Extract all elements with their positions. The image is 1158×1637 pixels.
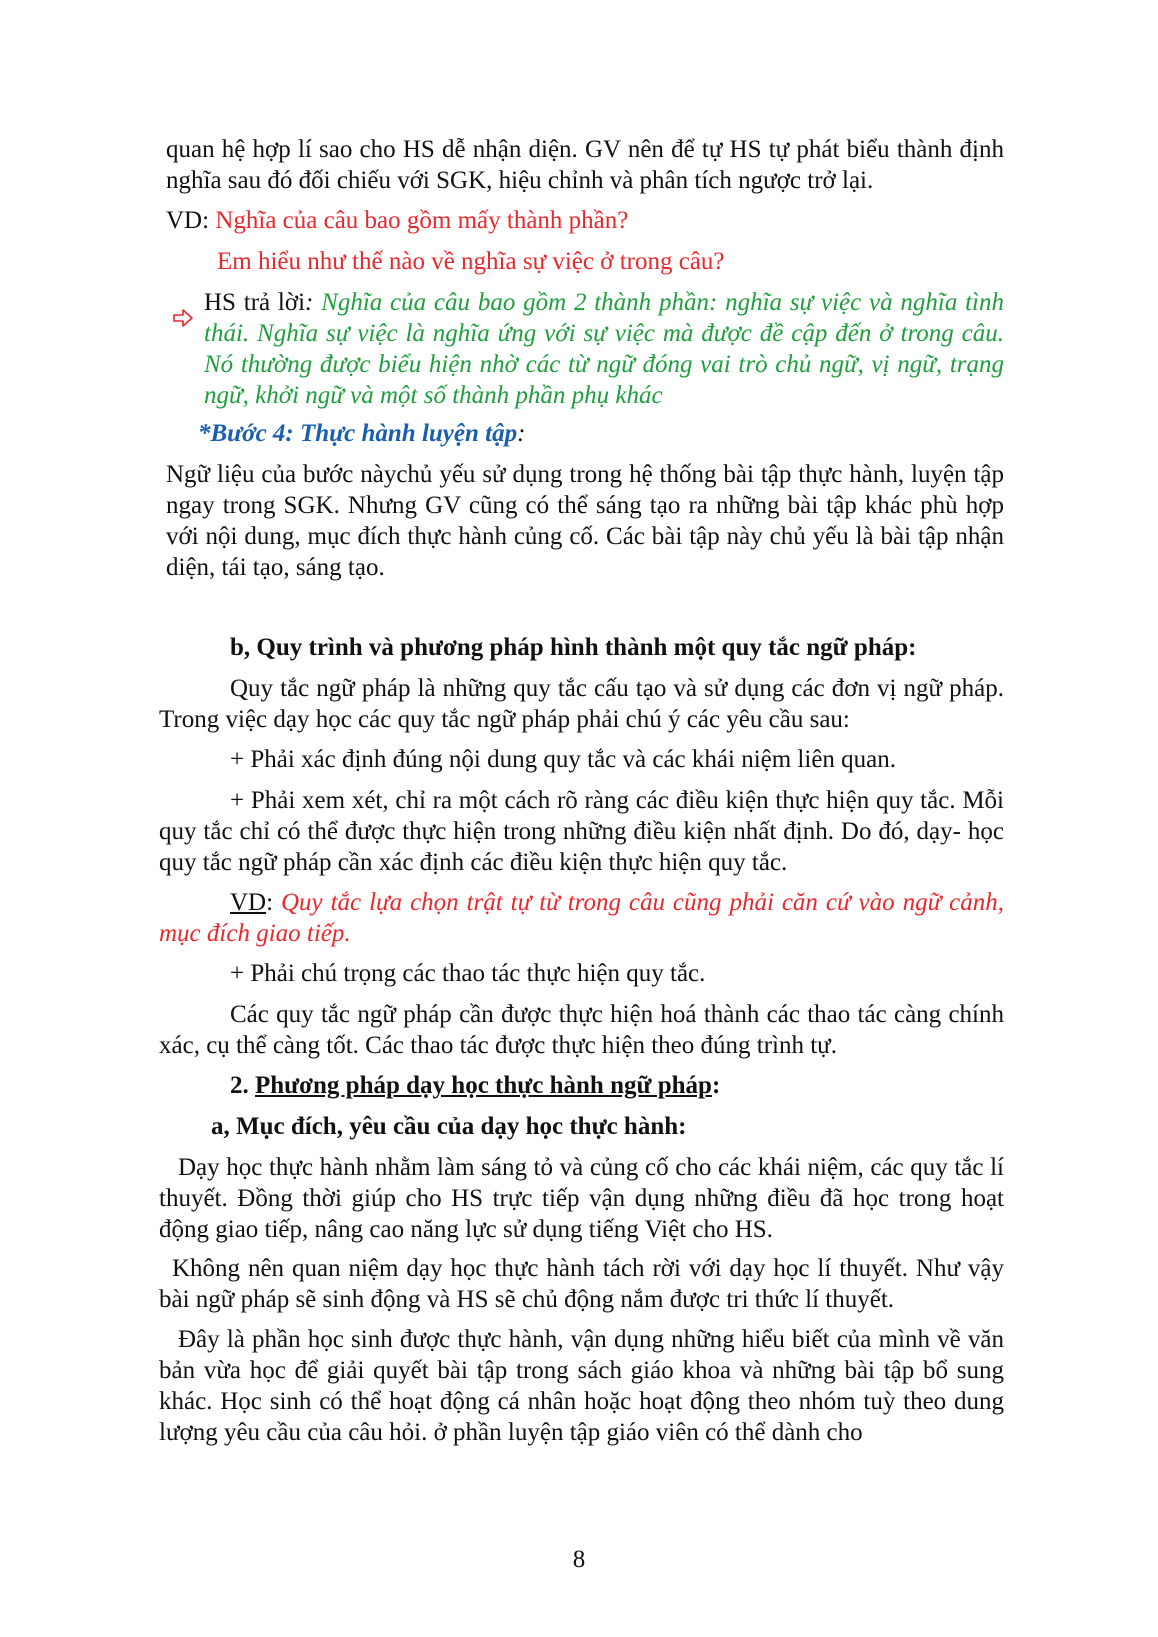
example-question-1	[166, 205, 1004, 236]
page-number: 8	[572, 1546, 586, 1573]
heading-a: a, Mục đích, yêu cầu của dạy học thực hành:	[211, 1113, 687, 1140]
step4-title: *Bước 4: Thực hành luyện tập	[198, 420, 518, 447]
heading-2-number: 2.	[230, 1072, 255, 1099]
student-answer	[204, 287, 1004, 411]
paragraph-b1: Quy tắc ngữ pháp là những quy tắc cấu tạo và sử dụng các đơn vị ngữ pháp. Trong việc dạy học các quy tắc ngữ pháp phải chú ý các yêu cầu sau:	[159, 675, 1004, 733]
requirement-3: + Phải chú trọng các thao tác thực hiện quy tắc.	[230, 960, 706, 987]
step4-colon: :	[517, 420, 526, 447]
example-rule	[159, 887, 1004, 949]
paragraph-b2: Các quy tắc ngữ pháp cần được thực hiện hoá thành các thao tác càng chính xác, cụ thể càng tốt. Các thao tác được thực hiện theo đúng trình tự.	[159, 1001, 1004, 1059]
step4-heading	[198, 418, 1004, 449]
paragraph-a2: Không nên quan niệm dạy học thực hành tách rời với dạy học lí thuyết. Như vậy bài ngữ pháp sẽ sinh động và HS sẽ chủ động nắm được tri thức lí thuyết.	[159, 1255, 1004, 1313]
heading-2	[230, 1070, 1004, 1101]
example-question-text: Nghĩa của câu bao gồm mấy thành phần?	[215, 207, 629, 234]
example-rule-text: Quy tắc lựa chọn trật tự từ trong câu cũng phải căn cứ vào ngữ cảnh, mục đích giao tiếp.	[159, 889, 1004, 947]
paragraph-a3: Đây là phần học sinh được thực hành, vận dụng những hiểu biết của mình về văn bản vừa học để giải quyết bài tập trong sách giáo khoa và những bài tập bổ sung khác. Học sinh có thể hoạt động cá nhân hoặc hoạt động theo nhóm tuỳ theo dung lượng yêu cầu của câu hỏi. ở phần luyện tập giáo viên có thể dành cho	[159, 1326, 1004, 1446]
example-question-2: Em hiểu như thế nào về nghĩa sự việc ở trong câu?	[217, 248, 725, 275]
heading-b: b, Quy trình và phương pháp hình thành một quy tắc ngữ pháp:	[230, 634, 917, 661]
paragraph-step4: Ngữ liệu của bước nàychủ yếu sử dụng trong hệ thống bài tập thực hành, luyện tập ngay trong SGK. Nhưng GV cũng có thể sáng tạo ra những bài tập khác phù hợp với nội dung, mục đích thực hành củng cố. Các bài tập này chủ yếu là bài tập nhận diện, tái tạo, sáng tạo.	[166, 461, 1004, 581]
answer-text: Nghĩa của câu bao gồm 2 thành phần: nghĩa sự việc và nghĩa tình thái. Nghĩa sự việc là nghĩa ứng với sự việc mà được đề cập đến ở trong câu. Nó thường được biểu hiện nhờ các từ ngữ đóng vai trò chủ ngữ, vị ngữ, trạng ngữ, khởi ngữ và một số thành phần phụ khác	[204, 289, 1005, 409]
answer-colon: :	[305, 289, 322, 316]
example-rule-label: VD	[230, 889, 267, 916]
requirement-2: + Phải xem xét, chỉ ra một cách rõ ràng các điều kiện thực hiện quy tắc. Mỗi quy tắc chỉ có thể được thực hiện trong những điều kiện nhất định. Do đó, dạy- học quy tắc ngữ pháp cần xác định các điều kiện thực hiện quy tắc.	[159, 787, 1004, 876]
example-rule-colon: :	[266, 889, 281, 916]
answer-label: HS trả lời	[204, 289, 306, 316]
right-arrow-icon	[172, 307, 194, 329]
heading-2-colon: :	[711, 1072, 721, 1099]
paragraph-definition: quan hệ hợp lí sao cho HS dễ nhận diện. GV nên để tự HS tự phát biểu thành định nghĩa sau đó đối chiếu với SGK, hiệu chỉnh và phân tích ngược trở lại.	[166, 136, 1004, 194]
heading-2-title: Phương pháp dạy học thực hành ngữ pháp	[255, 1072, 712, 1099]
example-label: VD:	[166, 207, 216, 234]
paragraph-a1: Dạy học thực hành nhằm làm sáng tỏ và củng cố cho các khái niệm, các quy tắc lí thuyết. Đồng thời giúp cho HS trực tiếp vận dụng những điều đã học trong hoạt động giao tiếp, nâng cao năng lực sử dụng tiếng Việt cho HS.	[159, 1154, 1004, 1243]
requirement-1: + Phải xác định đúng nội dung quy tắc và các khái niệm liên quan.	[230, 746, 897, 773]
